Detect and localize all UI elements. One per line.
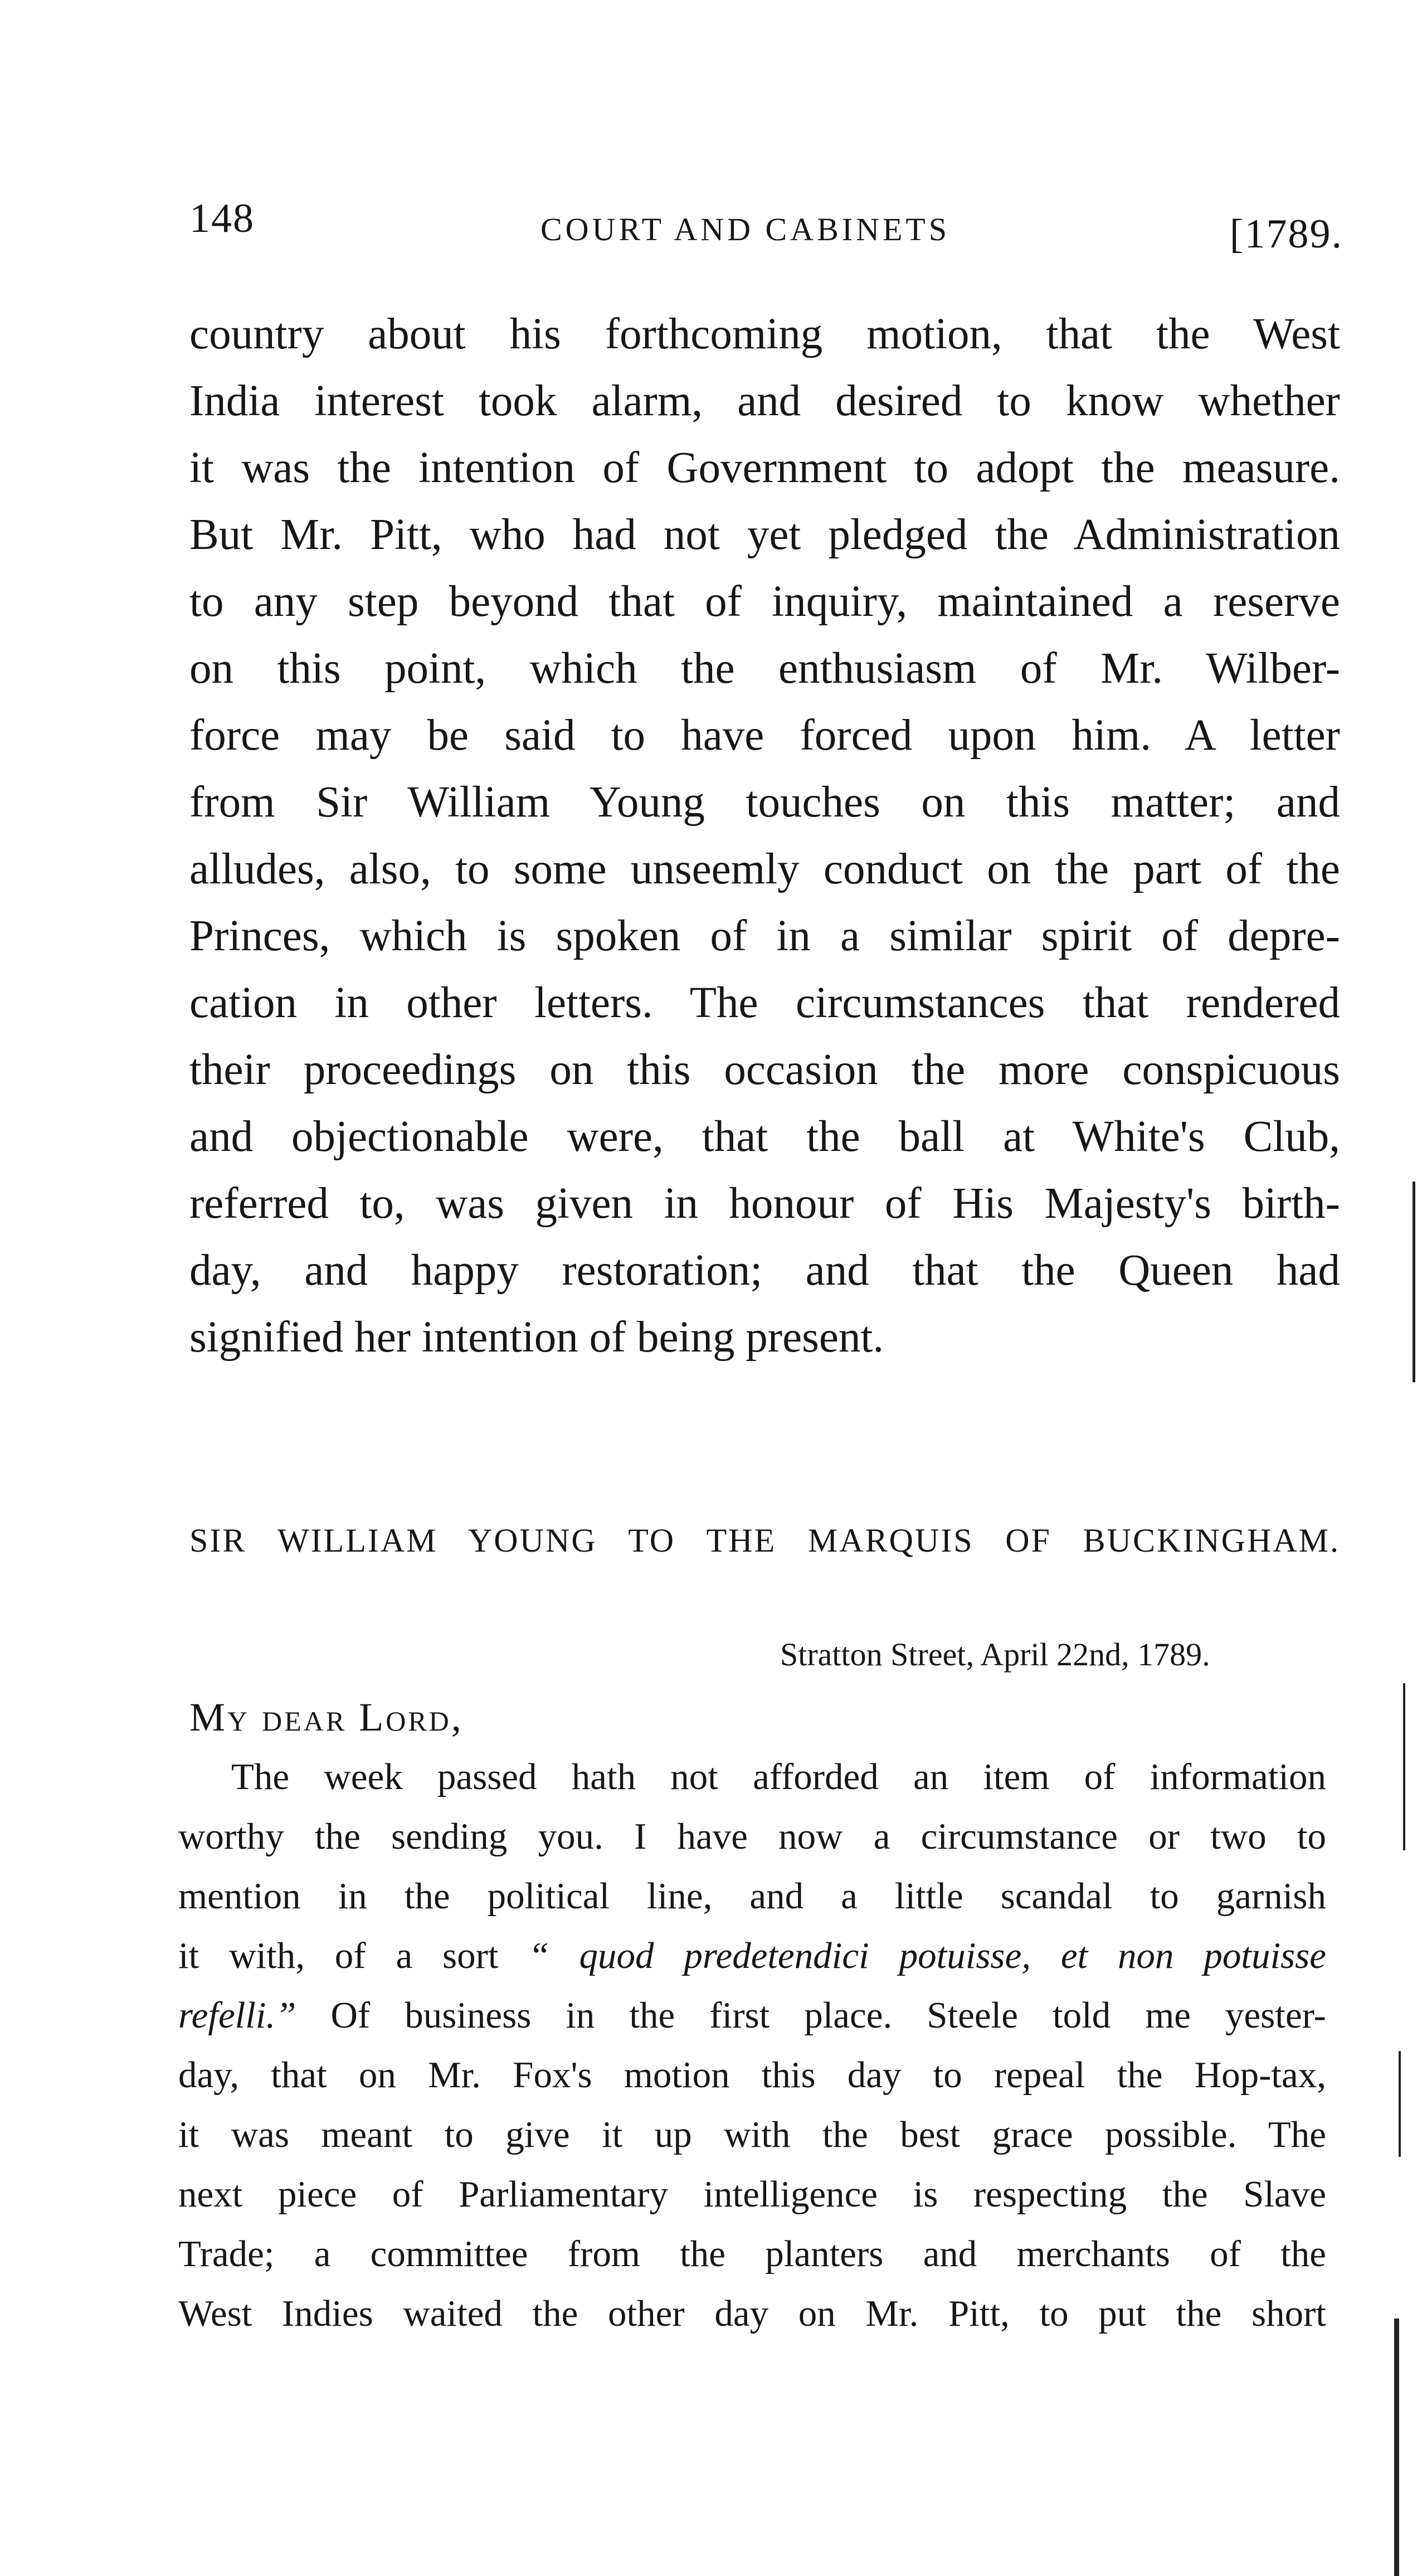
letter-line-text: Of business in the first place. Steele told me yester- bbox=[296, 1995, 1326, 2036]
edge-rule bbox=[1399, 2051, 1401, 2157]
body-line: it was the intention of Government to adopt the measure. bbox=[189, 444, 1340, 492]
letter-dateline: Stratton Street, April 22nd, 1789. bbox=[780, 1636, 1210, 1673]
letter-line: worthy the sending you. I have now a circumstance or two to bbox=[178, 1816, 1326, 1857]
body-line: from Sir William Young touches on this matter; and bbox=[189, 778, 1340, 827]
body-line: on this point, which the enthusiasm of Mr. Wilber- bbox=[189, 644, 1340, 693]
body-line: But Mr. Pitt, who had not yet pledged the Administration bbox=[189, 511, 1340, 559]
body-line: cation in other letters. The circumstances that rendered bbox=[189, 979, 1340, 1027]
body-line: day, and happy restoration; and that the Queen had bbox=[189, 1246, 1340, 1295]
running-head bbox=[189, 195, 1343, 256]
body-paragraph bbox=[189, 301, 1340, 1371]
running-title: COURT AND CABINETS bbox=[540, 211, 951, 247]
letter-body bbox=[178, 1747, 1326, 2344]
letter-line: mention in the political line, and a little scandal to garnish bbox=[178, 1875, 1326, 1917]
letter-line: The week passed hath not afforded an item of information bbox=[231, 1756, 1326, 1797]
letter-line: next piece of Parliamentary intelligence is respecting the Slave bbox=[178, 2174, 1326, 2215]
body-line: to any step beyond that of inquiry, maintained a reserve bbox=[189, 577, 1340, 626]
body-line: India interest took alarm, and desired to know whether bbox=[189, 377, 1340, 425]
body-line: Princes, which is spoken of in a similar spirit of depre- bbox=[189, 912, 1340, 960]
facing-page-edge bbox=[1382, 1115, 1427, 2576]
body-line: alludes, also, to some unseemly conduct on the part of the bbox=[189, 845, 1340, 893]
edge-rule bbox=[1403, 1683, 1405, 1850]
letter-heading: SIR WILLIAM YOUNG TO THE MARQUIS OF BUCKINGHAM. bbox=[189, 1522, 1340, 1559]
latin-quotation-end: refelli.” bbox=[178, 1995, 296, 2036]
body-line: signified her intention of being present. bbox=[189, 1313, 884, 1362]
page-number: 148 bbox=[189, 196, 255, 241]
letter-line bbox=[178, 1926, 1326, 1986]
letter-salutation: My dear Lord, bbox=[189, 1695, 464, 1739]
body-line: force may be said to have forced upon him. A letter bbox=[189, 711, 1340, 760]
body-line: referred to, was given in honour of His Majesty's birth- bbox=[189, 1179, 1340, 1228]
edge-rule bbox=[1413, 1182, 1415, 1382]
letter-line bbox=[178, 1986, 1326, 2045]
edge-rule bbox=[1394, 2319, 1399, 2576]
year-mark: [1789. bbox=[1229, 211, 1343, 257]
body-line: their proceedings on this occasion the more conspicuous bbox=[189, 1046, 1340, 1094]
letter-line: West Indies waited the other day on Mr. Pitt, to put the short bbox=[178, 2293, 1326, 2334]
letter-line: it was meant to give it up with the best grace possible. The bbox=[178, 2114, 1326, 2155]
body-line: and objectionable were, that the ball at White's Club, bbox=[189, 1112, 1340, 1161]
letter-line: Trade; a committee from the planters and merchants of the bbox=[178, 2233, 1326, 2274]
body-line: country about his forthcoming motion, that the West bbox=[189, 310, 1340, 358]
letter-line: day, that on Mr. Fox's motion this day to repeal the Hop-tax, bbox=[178, 2054, 1326, 2096]
letter-line-text: it with, of a sort bbox=[178, 1935, 529, 1976]
latin-quotation: “ quod predetendici potuisse, et non potuisse bbox=[528, 1935, 1326, 1976]
